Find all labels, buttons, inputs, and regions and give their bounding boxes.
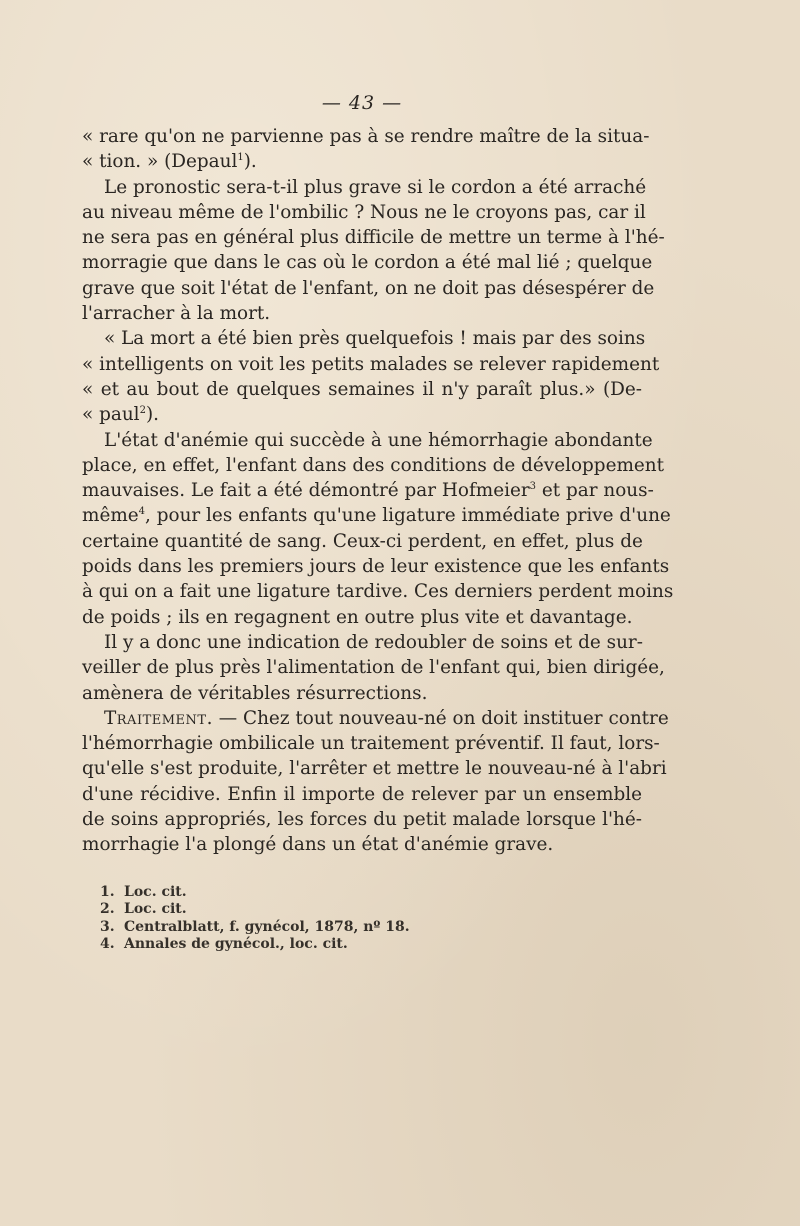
text-line: Il y a donc une indication de redoubler de soins et de sur- <box>104 631 643 653</box>
text-line: ne sera pas en général plus difficile de mettre un terme à l'hé- <box>82 227 665 249</box>
footnote <box>100 901 642 919</box>
paragraph-5 <box>82 630 665 706</box>
footnote-ref: 3 <box>529 481 537 493</box>
text-line <box>82 478 654 503</box>
text-line: Le pronostic sera-t-il plus grave si le cordon a été arraché <box>104 176 647 198</box>
text-line: morragie que dans le cas où le cordon a été mal lié ; quelque <box>82 252 653 274</box>
text-line: « et au bout de quelques semaines il n'y paraît plus.» (De- <box>82 378 642 400</box>
text-line: de soins appropriés, les forces du petit malade lorsque l'hé- <box>82 809 642 831</box>
footnote <box>100 884 642 902</box>
footnote-number: 3. <box>100 918 115 935</box>
footnote-ref: 4 <box>138 506 146 518</box>
text-fragment: ). <box>243 151 257 173</box>
footnote-number: 1. <box>100 883 115 900</box>
text-fragment: ). <box>145 404 159 426</box>
text-fragment: « tion. » (Depaul <box>82 151 238 173</box>
text-line <box>82 706 669 731</box>
footnote-number: 4. <box>100 936 115 953</box>
text-line: qu'elle s'est produite, l'arrêter et mettre le nouveau-né à l'abri <box>82 758 667 780</box>
footnote-text: Loc. cit. <box>124 901 187 918</box>
paragraph-3 <box>82 326 660 427</box>
body-text <box>82 124 674 858</box>
text-fragment: « paul <box>82 404 140 426</box>
text-line: poids dans les premiers jours de leur existence que les enfants <box>82 556 670 578</box>
text-line: d'une récidive. Enfin il importe de relever par un ensemble <box>82 783 642 805</box>
text-line: certaine quantité de sang. Ceux-ci perdent, en effet, plus de <box>82 530 643 552</box>
text-line: « rare qu'on ne parvienne pas à se rendre maître de la situa- <box>82 126 650 147</box>
paragraph-6 <box>82 706 669 858</box>
text-line: place, en effet, l'enfant dans des conditions de développement <box>82 454 665 476</box>
text-line: l'arracher à la mort. <box>82 303 271 325</box>
footnote <box>100 936 642 954</box>
footnotes <box>82 884 642 954</box>
text-fragment: même <box>82 505 139 527</box>
footnote-number: 2. <box>100 901 115 918</box>
text-line: à qui on a fait une ligature tardive. Ces derniers perdent moins <box>82 581 674 603</box>
text-line: « La mort a été bien près quelquefois ! mais par des soins <box>104 328 646 350</box>
footnote-text: Loc. cit. <box>124 883 187 900</box>
paragraph-2 <box>82 175 665 327</box>
text-line: l'hémorrhagie ombilicale un traitement préventif. Il faut, lors- <box>82 733 660 755</box>
footnote <box>100 919 642 937</box>
text-fragment: — Chez tout nouveau-né on doit instituer contre <box>212 707 669 729</box>
text-line: au niveau même de l'ombilic ? Nous ne le croyons pas, car il <box>82 201 646 223</box>
text-line <box>82 402 642 427</box>
text-fragment: , pour les enfants qu'une ligature immédiate prive d'une <box>145 505 671 527</box>
text-fragment: mauvaises. Le fait a été démontré par Hofmeier <box>82 480 530 502</box>
section-heading: Traitement. <box>104 707 213 729</box>
text-line: grave que soit l'état de l'enfant, on ne doit pas désespérer de <box>82 277 655 299</box>
text-line: « intelligents on voit les petits malades se relever rapidement <box>82 353 660 375</box>
text-line <box>82 149 642 174</box>
paragraph-1 <box>82 124 650 175</box>
text-fragment: et par nous- <box>536 480 654 502</box>
paragraph-4 <box>82 428 674 630</box>
text-line: L'état d'anémie qui succède à une hémorrhagie abondante <box>104 429 653 451</box>
footnote-ref: 1 <box>237 152 244 164</box>
text-line: morrhagie l'a plongé dans un état d'anémie grave. <box>82 834 554 856</box>
footnote-text: Annales de gynécol., loc. cit. <box>124 936 348 953</box>
text-line: veiller de plus près l'alimentation de l'enfant qui, bien dirigée, <box>82 657 665 679</box>
text-line: de poids ; ils en regagnent en outre plus vite et davantage. <box>82 606 633 628</box>
text-line: amènera de véritables résurrections. <box>82 682 428 704</box>
text-line <box>82 503 671 528</box>
page-number: — 43 — <box>321 92 403 114</box>
footnote-text: Centralblatt, f. gynécol, 1878, nº 18. <box>124 918 410 935</box>
book-page <box>82 92 674 954</box>
footnote-ref: 2 <box>139 405 146 417</box>
